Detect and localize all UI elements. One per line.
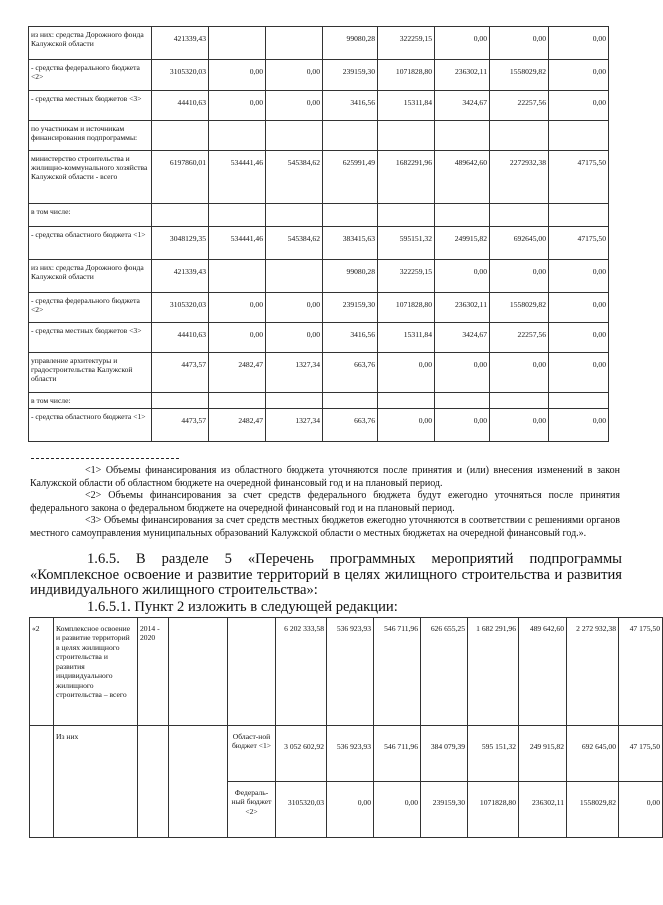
value-cell [209, 204, 266, 227]
value-cell: 383415,63 [323, 227, 378, 260]
value-cell: 0,00 [435, 409, 490, 442]
row-label: - средства федерального бюджета <2> [29, 60, 152, 91]
value-cell: 0,00 [549, 409, 609, 442]
row-label: - средства областного бюджета <1> [29, 227, 152, 260]
source-value: 236302,11 [519, 782, 567, 838]
value-cell: 1327,34 [266, 409, 323, 442]
table-row [29, 151, 609, 204]
source-value: 3 052 602,92 [276, 726, 327, 782]
value-cell [378, 393, 435, 409]
value-cell: 22257,56 [490, 91, 549, 121]
value-cell: 0,00 [435, 27, 490, 60]
total-value: 47 175,50 [619, 618, 663, 726]
row-label: министерство строительства и жилищно-коммунального хозяйства Калужской области - всего [29, 151, 152, 204]
value-cell [549, 121, 609, 151]
value-cell [323, 121, 378, 151]
value-cell: 663,76 [323, 409, 378, 442]
value-cell: 239159,30 [323, 60, 378, 91]
value-cell: 0,00 [549, 323, 609, 353]
value-cell: 0,00 [266, 60, 323, 91]
value-cell: 1327,34 [266, 353, 323, 393]
source-value: 692 645,00 [567, 726, 619, 782]
source-value: 1558029,82 [567, 782, 619, 838]
source-value: 546 711,96 [374, 726, 421, 782]
measure-period: 2014 - 2020 [138, 618, 169, 726]
value-cell [266, 121, 323, 151]
source-value: 595 151,32 [468, 726, 519, 782]
value-cell: 2482,47 [209, 409, 266, 442]
value-cell: 99080,28 [323, 27, 378, 60]
funding-table [28, 26, 609, 442]
source-value: 239159,30 [421, 782, 468, 838]
source-value: 0,00 [374, 782, 421, 838]
value-cell: 595151,32 [378, 227, 435, 260]
source-value: 384 079,39 [421, 726, 468, 782]
row-label: в том числе: [29, 393, 152, 409]
table-row [29, 323, 609, 353]
value-cell: 534441,46 [209, 227, 266, 260]
value-cell: 0,00 [378, 353, 435, 393]
value-cell: 322259,15 [378, 260, 435, 293]
value-cell [209, 27, 266, 60]
table-row [29, 121, 609, 151]
value-cell: 1682291,96 [378, 151, 435, 204]
value-cell: 0,00 [435, 260, 490, 293]
value-cell: 0,00 [266, 91, 323, 121]
value-cell: 3416,56 [323, 323, 378, 353]
empty-cell [169, 726, 228, 838]
row-label: по участникам и источникам финансирования подпрограммы: [29, 121, 152, 151]
value-cell [323, 204, 378, 227]
value-cell [490, 204, 549, 227]
row-label: управление архитектуры и градостроительства Калужской области [29, 353, 152, 393]
section-1-6-5-1: 1.6.5.1. Пункт 2 изложить в следующей редакции: [87, 599, 398, 615]
table-row [29, 204, 609, 227]
value-cell: 4473,57 [152, 353, 209, 393]
value-cell: 545384,62 [266, 151, 323, 204]
value-cell [549, 393, 609, 409]
value-cell: 44410,63 [152, 323, 209, 353]
row-label: - средства местных бюджетов <3> [29, 91, 152, 121]
source-label: Област-ной бюджет <1> [228, 726, 276, 782]
value-cell: 3416,56 [323, 91, 378, 121]
value-cell: 0,00 [209, 60, 266, 91]
source-value: 0,00 [327, 782, 374, 838]
value-cell: 15311,84 [378, 323, 435, 353]
value-cell: 1071828,80 [378, 293, 435, 323]
value-cell: 663,76 [323, 353, 378, 393]
value-cell: 1071828,80 [378, 60, 435, 91]
source-value: 0,00 [619, 782, 663, 838]
value-cell: 0,00 [549, 27, 609, 60]
value-cell: 99080,28 [323, 260, 378, 293]
value-cell: 2272932,38 [490, 151, 549, 204]
value-cell: 15311,84 [378, 91, 435, 121]
value-cell: 0,00 [266, 293, 323, 323]
value-cell: 22257,56 [490, 323, 549, 353]
value-cell [490, 121, 549, 151]
sub-label: Из них [54, 726, 138, 838]
value-cell: 44410,63 [152, 91, 209, 121]
value-cell: 0,00 [435, 353, 490, 393]
source-value: 1071828,80 [468, 782, 519, 838]
value-cell: 239159,30 [323, 293, 378, 323]
row-label: - средства местных бюджетов <3> [29, 323, 152, 353]
value-cell: 545384,62 [266, 227, 323, 260]
value-cell [266, 204, 323, 227]
value-cell: 4473,57 [152, 409, 209, 442]
value-cell [378, 121, 435, 151]
total-value: 2 272 932,38 [567, 618, 619, 726]
empty-cell [30, 726, 54, 838]
total-value: 489 642,60 [519, 618, 567, 726]
footnote-separator [31, 458, 179, 459]
value-cell: 322259,15 [378, 27, 435, 60]
value-cell: 0,00 [490, 353, 549, 393]
total-value: 546 711,96 [374, 618, 421, 726]
source-value: 536 923,93 [327, 726, 374, 782]
row-label: из них: средства Дорожного фонда Калужской области [29, 260, 152, 293]
table-row [30, 618, 663, 726]
table-row [29, 353, 609, 393]
total-value: 536 923,93 [327, 618, 374, 726]
row-label: - средства федерального бюджета <2> [29, 293, 152, 323]
value-cell: 0,00 [209, 293, 266, 323]
value-cell: 0,00 [549, 91, 609, 121]
value-cell [266, 260, 323, 293]
value-cell: 0,00 [490, 260, 549, 293]
value-cell: 0,00 [549, 60, 609, 91]
value-cell: 3048129,35 [152, 227, 209, 260]
value-cell: 0,00 [490, 27, 549, 60]
value-cell: 47175,50 [549, 151, 609, 204]
row-label: в том числе: [29, 204, 152, 227]
value-cell: 0,00 [266, 323, 323, 353]
footnote-2: <2> Объемы финансирования за счет средств федерального бюджета будут ежегодно уточняться после принятия федерального закона о федеральном бюджете на очередной финансовый год и на плановый период. [30, 490, 620, 514]
value-cell [266, 27, 323, 60]
empty-cell [138, 726, 169, 838]
empty-cell [228, 618, 276, 726]
table-row [30, 726, 663, 782]
value-cell: 489642,60 [435, 151, 490, 204]
total-value: 6 202 333,58 [276, 618, 327, 726]
value-cell: 249915,82 [435, 227, 490, 260]
value-cell: 0,00 [490, 409, 549, 442]
value-cell: 1558029,82 [490, 293, 549, 323]
value-cell [152, 204, 209, 227]
source-value: 3105320,03 [276, 782, 327, 838]
value-cell [435, 204, 490, 227]
value-cell: 692645,00 [490, 227, 549, 260]
value-cell: 47175,50 [549, 227, 609, 260]
total-value: 1 682 291,96 [468, 618, 519, 726]
value-cell: 3105320,03 [152, 60, 209, 91]
source-value: 249 915,82 [519, 726, 567, 782]
value-cell [209, 121, 266, 151]
row-label: - средства областного бюджета <1> [29, 409, 152, 442]
footnote-1: <1> Объемы финансирования из областного бюджета уточняются после принятия и (или) внесения изменений в закон Калужской области об областном бюджете на очередной финансовый год и на плановый период. [30, 465, 620, 489]
table-row [29, 60, 609, 91]
value-cell: 236302,11 [435, 293, 490, 323]
value-cell [209, 393, 266, 409]
value-cell: 236302,11 [435, 60, 490, 91]
value-cell: 2482,47 [209, 353, 266, 393]
value-cell: 3424,67 [435, 323, 490, 353]
value-cell: 0,00 [209, 91, 266, 121]
value-cell [209, 260, 266, 293]
empty-cell [169, 618, 228, 726]
value-cell: 421339,43 [152, 27, 209, 60]
value-cell: 3424,67 [435, 91, 490, 121]
table-row [29, 27, 609, 60]
value-cell [152, 121, 209, 151]
value-cell [266, 393, 323, 409]
total-value: 626 655,25 [421, 618, 468, 726]
table-row [29, 293, 609, 323]
value-cell [323, 393, 378, 409]
value-cell: 3105320,03 [152, 293, 209, 323]
table-row [29, 393, 609, 409]
footnote-3: <3> Объемы финансирования за счет средств местных бюджетов ежегодно уточняются в соответствии с решениями органов местного самоуправления муниципальных образований Калужской области о местных бюджетах на очередной финансовый год.». [30, 515, 620, 539]
value-cell [435, 393, 490, 409]
section-1-6-5: 1.6.5. В разделе 5 «Перечень программных мероприятий подпрограммы «Комплексное освоение и развитие территорий в целях жилищного строительства и развития индивидуального жилищного строительства»: [30, 551, 622, 599]
value-cell: 421339,43 [152, 260, 209, 293]
table-row [29, 260, 609, 293]
value-cell: 0,00 [209, 323, 266, 353]
table-row [29, 227, 609, 260]
row-label: из них: средства Дорожного фонда Калужской области [29, 27, 152, 60]
value-cell: 0,00 [549, 260, 609, 293]
value-cell: 534441,46 [209, 151, 266, 204]
measure-title: Комплексное освоение и развитие территорий в целях жилищного строительства и развития индивидуального жилищного строительства – всего [54, 618, 138, 726]
source-value: 47 175,50 [619, 726, 663, 782]
value-cell [490, 393, 549, 409]
row-number: «2 [30, 618, 54, 726]
table-row [29, 91, 609, 121]
value-cell [435, 121, 490, 151]
source-label: Федераль-ный бюджет <2> [228, 782, 276, 838]
measures-table [29, 617, 663, 838]
table-row [29, 409, 609, 442]
value-cell: 6197860,01 [152, 151, 209, 204]
value-cell: 0,00 [378, 409, 435, 442]
value-cell [378, 204, 435, 227]
value-cell [549, 204, 609, 227]
value-cell [152, 393, 209, 409]
value-cell: 0,00 [549, 293, 609, 323]
value-cell: 625991,49 [323, 151, 378, 204]
value-cell: 1558029,82 [490, 60, 549, 91]
value-cell: 0,00 [549, 353, 609, 393]
